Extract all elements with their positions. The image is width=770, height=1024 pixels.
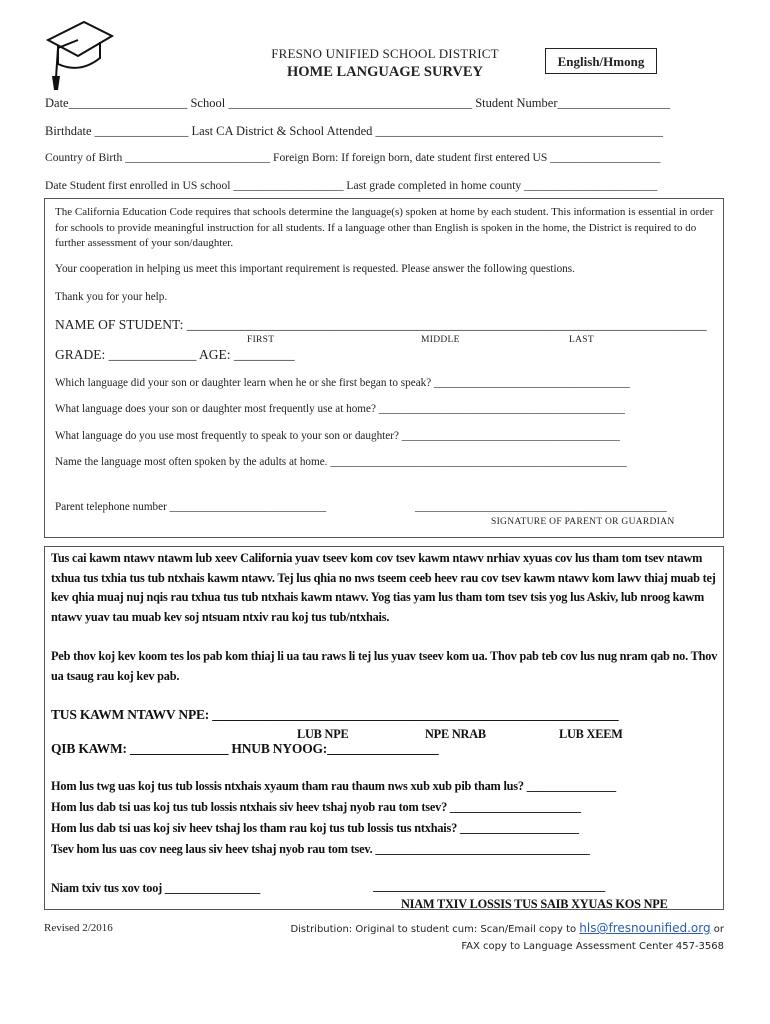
student-name-field[interactable]: NAME OF STUDENT: _____________________________________________________________________________ xyxy=(55,317,707,332)
hmong-question-first-language[interactable]: Hom lus twg uas koj tus tub lossis ntxhais xyaum tham rau thaum nws xub xub pib tham lus? _______________ xyxy=(51,779,616,793)
us-enrolled-last-grade-field[interactable]: Date Student first enrolled in US school ___________________ Last grade completed in home county _______________________ xyxy=(45,179,658,192)
hmong-name-middle-label: NPE NRAB xyxy=(425,727,486,741)
name-middle-label: MIDDLE xyxy=(421,335,460,345)
question-first-language[interactable]: Which language did your son or daughter learn when he or she first began to speak? ___________________________________ xyxy=(55,377,630,389)
hmong-name-last-label: LUB XEEM xyxy=(559,727,623,741)
language-badge: English/Hmong xyxy=(545,48,657,74)
email-link[interactable]: hls@fresnounified.org xyxy=(579,921,711,935)
hmong-student-name-field[interactable]: TUS KAWM NTAWV NPE: ______________________________________________________________ xyxy=(51,707,619,722)
hmong-signature-label: NIAM TXIV LOSSIS TUS SAIB XYUAS KOS NPE xyxy=(401,897,668,911)
country-birth-foreign-born-field[interactable]: Country of Birth _________________________ Foreign Born: If foreign born, date student first entered US ___________________ xyxy=(45,151,661,164)
hmong-question-parent-language[interactable]: Hom lus dab tsi uas koj siv heev tshaj los tham rau koj tus tub lossis tus ntxhais? ____________________ xyxy=(51,821,579,835)
birthdate-last-district-field[interactable]: Birthdate _______________ Last CA District & School Attended ______________________________________________ xyxy=(45,124,664,138)
date-school-student-number-field[interactable]: Date___________________ School _______________________________________ Student Number__________________ xyxy=(45,96,670,110)
question-parent-language[interactable]: What language do you use most frequently to speak to your son or daughter? _______________________________________ xyxy=(55,430,620,442)
english-thanks: Thank you for your help. xyxy=(55,291,168,303)
hmong-grade-age-field[interactable]: QIB KAWM: _______________ HNUB NYOOG:_________________ xyxy=(51,741,439,756)
hmong-question-child-language-home[interactable]: Hom lus dab tsi uas koj tus tub lossis ntxhais siv heev tshaj nyob rau tom tsev? ______________________ xyxy=(51,800,581,814)
signature-label: SIGNATURE OF PARENT OR GUARDIAN xyxy=(491,517,675,527)
hmong-question-adults-language[interactable]: Tsev hom lus uas cov neeg laus siv heev tshaj nyob rau tom tsev. ____________________________________ xyxy=(51,842,590,856)
grade-age-field[interactable]: GRADE: _____________ AGE: _________ xyxy=(55,347,295,362)
hmong-signature-line[interactable]: _______________________________________ xyxy=(373,879,605,893)
english-intro: The California Education Code requires that schools determine the language(s) spoken at home by each student. This information is essential in order for schools to provide meaningful instruction for all students. If a language other than English is spoken in the home, the District is required to do further assessment of your son/daughter. xyxy=(55,206,714,249)
signature-line[interactable]: _____________________________________________ xyxy=(415,501,667,513)
fax-note: FAX copy to Language Assessment Center 457-3568 xyxy=(461,941,724,952)
parent-telephone-field[interactable]: Parent telephone number ____________________________ xyxy=(55,501,327,513)
page-title: HOME LANGUAGE SURVEY xyxy=(286,64,484,80)
question-adults-language[interactable]: Name the language most often spoken by the adults at home. _____________________________________________________ xyxy=(55,456,627,468)
hmong-section xyxy=(44,546,724,910)
hmong-parent-telephone-field[interactable]: Niam txiv tus xov tooj ________________ xyxy=(51,881,261,895)
hmong-request: Peb thov koj kev koom tes los pab kom thiaj li ua tau raws li tej lus yuav tseev kom ua. Thov pab teb cov lus nug nram qab no. Thov ua tsaug rau koj kev pab. xyxy=(51,649,718,683)
revised-date: Revised 2/2016 xyxy=(44,922,113,934)
hmong-name-first-label: LUB NPE xyxy=(297,727,349,741)
distribution-prefix: Distribution: Original to student cum: Scan/Email copy to xyxy=(290,924,577,935)
district-name: FRESNO UNIFIED SCHOOL DISTRICT xyxy=(271,46,499,61)
english-section xyxy=(44,198,724,538)
name-first-label: FIRST xyxy=(247,335,275,345)
distribution-suffix: or xyxy=(713,924,724,935)
question-child-language-home[interactable]: What language does your son or daughter most frequently use at home? ____________________________________________ xyxy=(55,403,625,415)
hmong-intro: Tus cai kawm ntawv ntawm lub xeev California yuav tseev kom cov tsev kawm ntawv nrhiav xyuas cov lus tham tom tsev ntawm txhua tus txhia tus tub ntxhais kawm ntawv. Tej lus qhia no nws tseem ceeb heev rau cov tsev kawm ntawv kom lawv thiaj muab tej kev qhia muaj nuj nqis rau txhua tus tub ntxhais kawm ntawv. Yog tias yam lus tham tom tsev tsis yog lus Askiv, lub nroog kawm ntawv yuav tau muab kev soj ntsuam ntxiv rau koj tus tub/ntxhais. xyxy=(51,551,716,624)
distribution-note xyxy=(290,920,724,955)
name-last-label: LAST xyxy=(569,335,594,345)
english-cooperation: Your cooperation in helping us meet this important requirement is requested. Please answer the following questions. xyxy=(55,263,575,275)
